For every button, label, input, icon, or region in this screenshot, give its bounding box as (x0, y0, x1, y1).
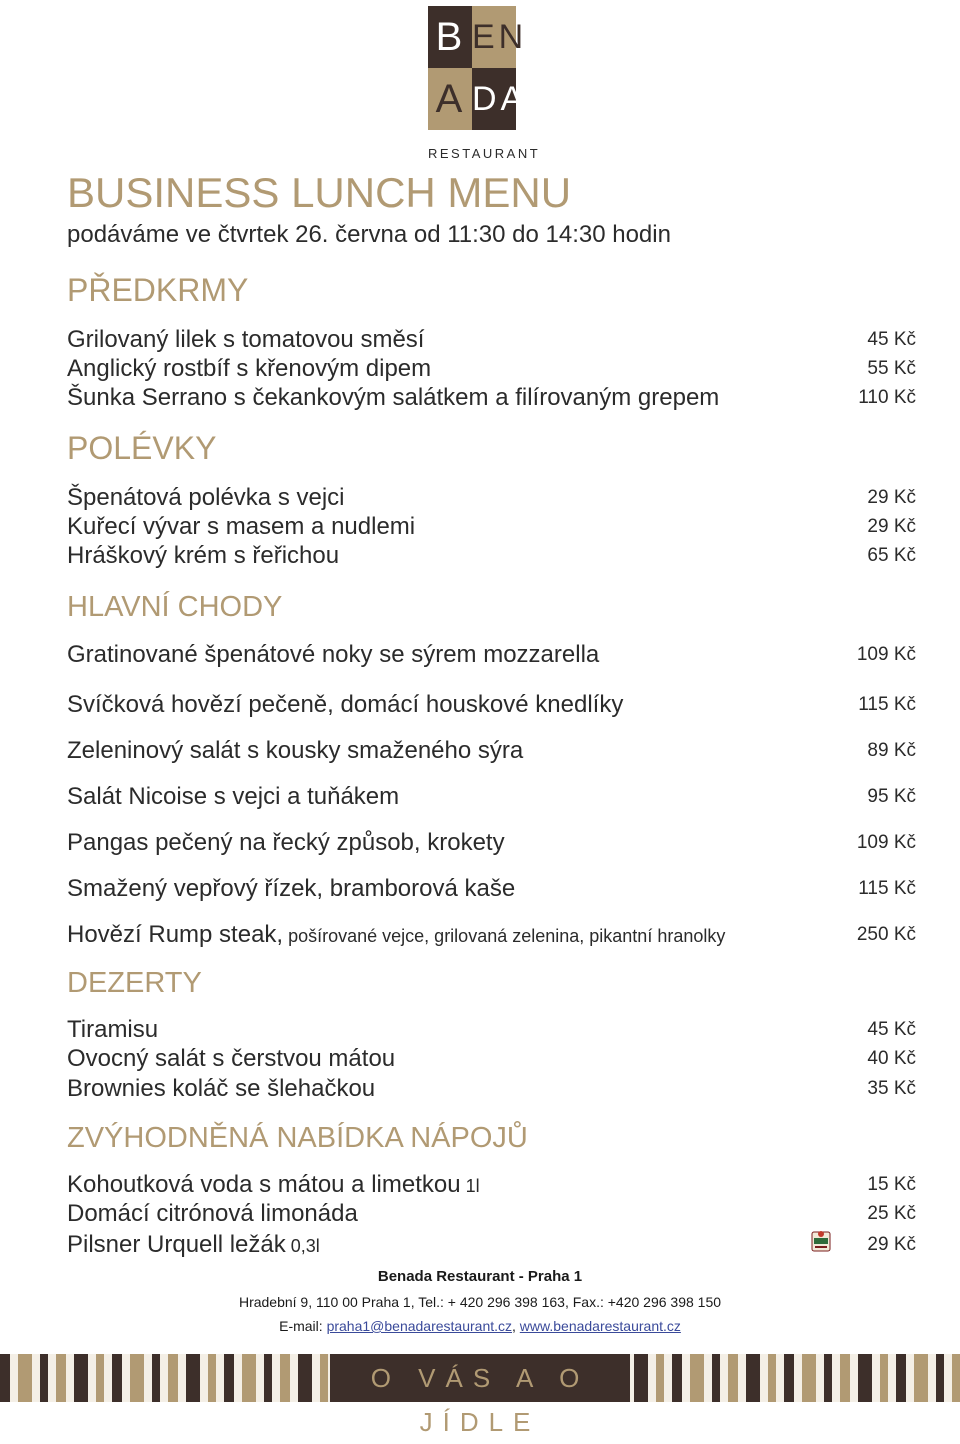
restaurant-address: Hradební 9, 110 00 Praha 1, Tel.: + 420 296 398 163, Fax.: +420 296 398 150 (238, 1294, 722, 1310)
menu-item: Kuřecí vývar s masem a nudlemi (67, 513, 416, 540)
menu-item-name: Pilsner Urquell ležák (67, 1231, 286, 1258)
menu-item: Anglický rostbíf s křenovým dipem (67, 355, 432, 382)
menu-item-volume: 1l (460, 1176, 480, 1196)
menu-item: Pangas pečený na řecký způsob, krokety (67, 829, 505, 856)
stripe-bar (40, 1354, 48, 1402)
stripe-bar (298, 1354, 312, 1402)
stripe-bar (634, 1354, 648, 1402)
menu-item-price: 55 Kč (867, 358, 916, 379)
section-heading-mains: HLAVNÍ CHODY (67, 591, 283, 623)
menu-item-price: 25 Kč (867, 1203, 916, 1224)
section-heading-desserts: DEZERTY (67, 967, 202, 999)
menu-item: Špenátová polévka s vejci (67, 484, 345, 511)
stripe-bar (672, 1354, 682, 1402)
menu-item-price: 115 Kč (858, 694, 916, 715)
menu-item-price: 109 Kč (856, 832, 916, 853)
menu-item: Smažený vepřový řízek, bramborová kaše (67, 875, 516, 902)
stripe-bar (952, 1354, 960, 1402)
logo-letter: EN (472, 6, 516, 68)
stripe-bar (56, 1354, 66, 1402)
banner-slogan: O VÁS A O JÍDLE (370, 1363, 590, 1437)
section-heading-drinks: ZVÝHODNĚNÁ NABÍDKA NÁPOJŮ (67, 1122, 528, 1154)
menu-item-price: 29 Kč (867, 1234, 916, 1255)
pilsner-urquell-badge-icon (810, 1228, 832, 1254)
menu-item: Salát Nicoise s vejci a tuňákem (67, 783, 400, 810)
stripe-bar (264, 1354, 272, 1402)
logo-letter: B (428, 6, 472, 68)
stripe-bar (224, 1354, 234, 1402)
menu-item: Zeleninový salát s kousky smaženého sýra (67, 737, 524, 764)
menu-item-price: 45 Kč (867, 1019, 916, 1040)
stripe-bar (802, 1354, 816, 1402)
menu-subtitle: podáváme ve čtvrtek 26. června od 11:30 do 14:30 hodin (67, 221, 671, 248)
menu-item: Gratinované špenátové noky se sýrem mozzarella (67, 641, 600, 668)
stripe-bar (712, 1354, 720, 1402)
stripe-bar (18, 1354, 32, 1402)
stripe-bar (914, 1354, 928, 1402)
stripe-bar (152, 1354, 160, 1402)
contact-line (0, 1318, 960, 1334)
menu-item-volume: 0,3l (285, 1236, 320, 1256)
stripe-bar (728, 1354, 738, 1402)
stripe-bar (840, 1354, 850, 1402)
menu-item-price: 45 Kč (867, 329, 916, 350)
website-link[interactable]: www.benadarestaurant.cz (519, 1318, 681, 1334)
email-link[interactable]: praha1@benadarestaurant.cz (326, 1318, 513, 1334)
stripe-bar (896, 1354, 906, 1402)
menu-item: Hráškový krém s řeřichou (67, 542, 340, 569)
menu-item-description: pošírované vejce, grilovaná zelenina, pikantní hranolky (283, 926, 726, 946)
menu-item-price: 250 Kč (856, 924, 916, 945)
menu-item-price: 95 Kč (867, 786, 916, 807)
stripe-bar (768, 1354, 776, 1402)
stripe-bar (112, 1354, 122, 1402)
section-heading-soups: POLÉVKY (67, 430, 217, 466)
stripe-bar (880, 1354, 888, 1402)
stripe-bar (242, 1354, 256, 1402)
stripe-bar (746, 1354, 760, 1402)
stripe-bar (186, 1354, 200, 1402)
menu-item: Tiramisu (67, 1016, 159, 1043)
stripe-bar (280, 1354, 290, 1402)
stripe-bar (858, 1354, 872, 1402)
menu-item-price: 35 Kč (867, 1078, 916, 1099)
menu-item-price: 65 Kč (867, 545, 916, 566)
menu-item: Grilovaný lilek s tomatovou směsí (67, 326, 425, 353)
menu-item-price: 115 Kč (858, 878, 916, 899)
stripe-bar (824, 1354, 832, 1402)
stripe-bar (936, 1354, 944, 1402)
menu-item-price: 15 Kč (867, 1174, 916, 1195)
menu-item: Brownies koláč se šlehačkou (67, 1075, 376, 1102)
benada-logo (428, 6, 541, 162)
menu-title: BUSINESS LUNCH MENU (67, 169, 572, 216)
stripe-bar (0, 1354, 10, 1402)
menu-item: Šunka Serrano s čekankovým salátkem a filírovaným grepem (67, 384, 720, 411)
stripe-bar (168, 1354, 178, 1402)
restaurant-name: Benada Restaurant - Praha 1 (377, 1268, 583, 1285)
menu-item (67, 1231, 320, 1260)
menu-item (67, 921, 725, 950)
separator: , (512, 1318, 520, 1334)
stripe-bar (320, 1354, 328, 1402)
stripe-bar (784, 1354, 794, 1402)
stripe-bar (74, 1354, 88, 1402)
stripe-bar (96, 1354, 104, 1402)
logo-letter: DA (472, 68, 516, 130)
menu-item: Ovocný salát s čerstvou mátou (67, 1045, 396, 1072)
menu-item: Domácí citrónová limonáda (67, 1200, 358, 1227)
menu-item-price: 109 Kč (856, 644, 916, 665)
stripe-bar (690, 1354, 704, 1402)
menu-item-name: Hovězí Rump steak, (67, 921, 284, 948)
menu-item-price: 40 Kč (867, 1048, 916, 1069)
section-heading-starters: PŘEDKRMY (67, 272, 249, 308)
menu-item-price: 110 Kč (858, 387, 916, 408)
logo-letter: A (428, 68, 472, 130)
menu-item-price: 29 Kč (867, 487, 916, 508)
stripe-bar (656, 1354, 664, 1402)
menu-item-price: 29 Kč (867, 516, 916, 537)
menu-item-name: Kohoutková voda s mátou a limetkou (67, 1171, 461, 1198)
logo-subtitle: RESTAURANT (428, 146, 541, 161)
email-label: E-mail: (279, 1318, 327, 1334)
stripe-bar (130, 1354, 144, 1402)
menu-item-price: 89 Kč (867, 740, 916, 761)
menu-item (67, 1171, 480, 1200)
menu-item: Svíčková hovězí pečeně, domácí houskové knedlíky (67, 691, 624, 718)
stripe-bar (208, 1354, 216, 1402)
